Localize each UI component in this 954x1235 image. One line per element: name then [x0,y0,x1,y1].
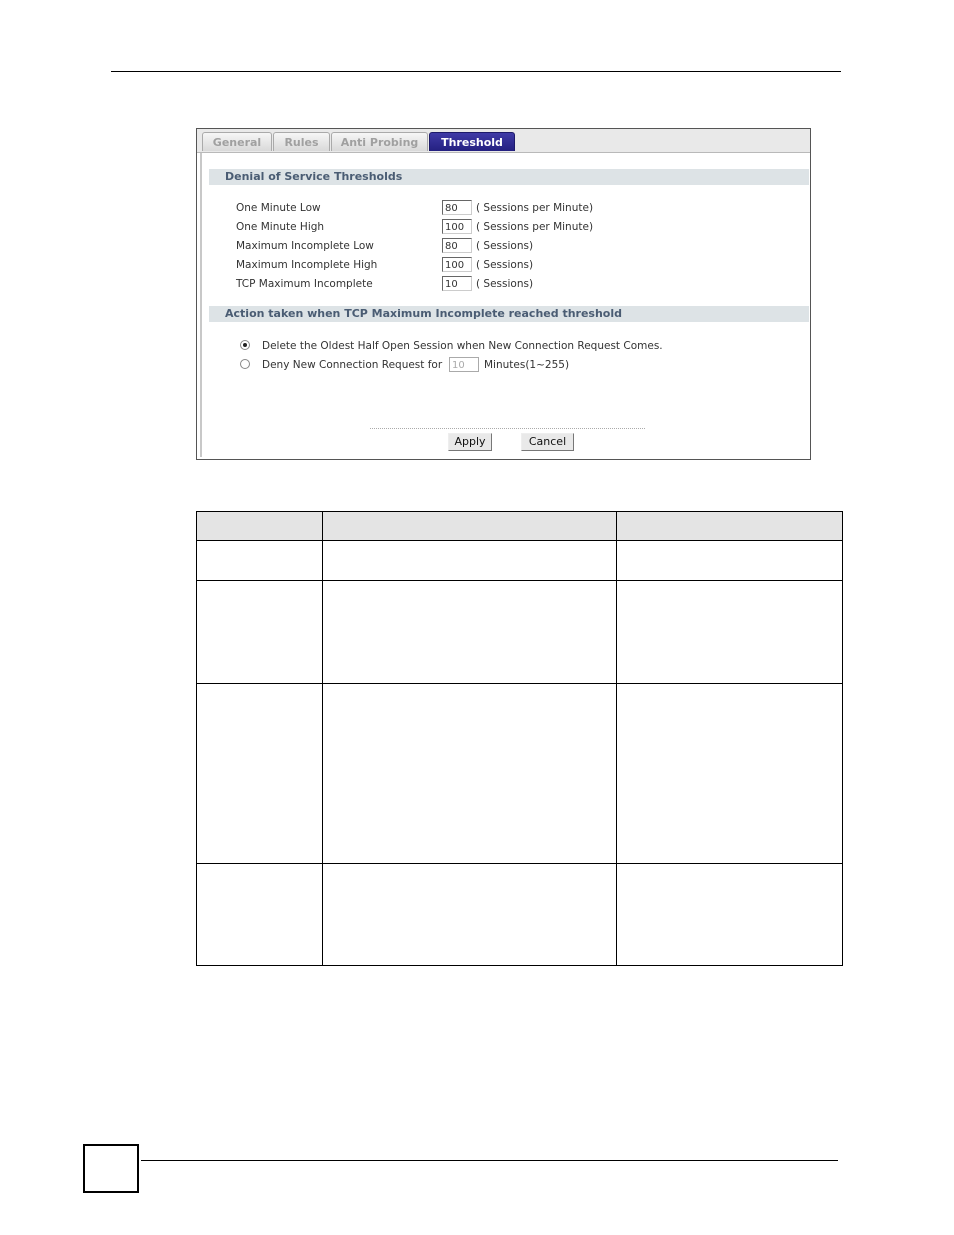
delete-oldest-radio[interactable] [240,340,250,350]
table-header-row [197,512,842,540]
max-incomplete-low-input[interactable]: 80 [442,238,472,253]
table-column-divider [616,512,617,965]
firewall-threshold-screenshot [196,128,811,460]
field-description-table [196,511,843,966]
threshold-unit: ( Sessions per Minute) [476,221,594,233]
threshold-label: Maximum Incomplete High [236,259,378,271]
table-row-divider [197,863,842,864]
threshold-label: TCP Maximum Incomplete [236,278,373,290]
apply-button[interactable]: Apply [448,433,492,451]
tcp-max-incomplete-input[interactable]: 10 [442,276,472,291]
tab-general[interactable]: General [202,132,272,151]
threshold-content [200,153,809,457]
one-minute-low-input[interactable]: 80 [442,200,472,215]
deny-minutes-unit: Minutes(1~255) [484,359,570,371]
deny-request-radio[interactable] [240,359,250,369]
cancel-button[interactable]: Cancel [521,433,574,451]
threshold-label: One Minute High [236,221,325,233]
dos-thresholds-header: Denial of Service Thresholds [209,169,809,185]
action-section-header: Action taken when TCP Maximum Incomplete reached threshold [209,306,809,322]
page-footer-rule [141,1160,838,1161]
one-minute-high-input[interactable]: 100 [442,219,472,234]
table-column-divider [322,512,323,965]
page-number-box [83,1144,139,1193]
max-incomplete-high-input[interactable]: 100 [442,257,472,272]
tab-threshold[interactable]: Threshold [429,132,515,151]
table-row-divider [197,683,842,684]
threshold-label: One Minute Low [236,202,321,214]
tab-bar [197,129,810,153]
page-header-rule [111,71,841,72]
table-row-divider [197,540,842,541]
tab-rules[interactable]: Rules [273,132,330,151]
button-divider [370,428,645,429]
tab-anti-probing[interactable]: Anti Probing [331,132,428,151]
threshold-unit: ( Sessions) [476,259,534,271]
threshold-unit: ( Sessions) [476,240,534,252]
threshold-unit: ( Sessions) [476,278,534,290]
threshold-label: Maximum Incomplete Low [236,240,374,252]
table-row-divider [197,580,842,581]
deny-minutes-input[interactable]: 10 [449,357,479,372]
threshold-unit: ( Sessions per Minute) [476,202,594,214]
delete-oldest-label: Delete the Oldest Half Open Session when New Connection Request Comes. [262,340,663,352]
deny-request-label: Deny New Connection Request for [262,359,443,371]
